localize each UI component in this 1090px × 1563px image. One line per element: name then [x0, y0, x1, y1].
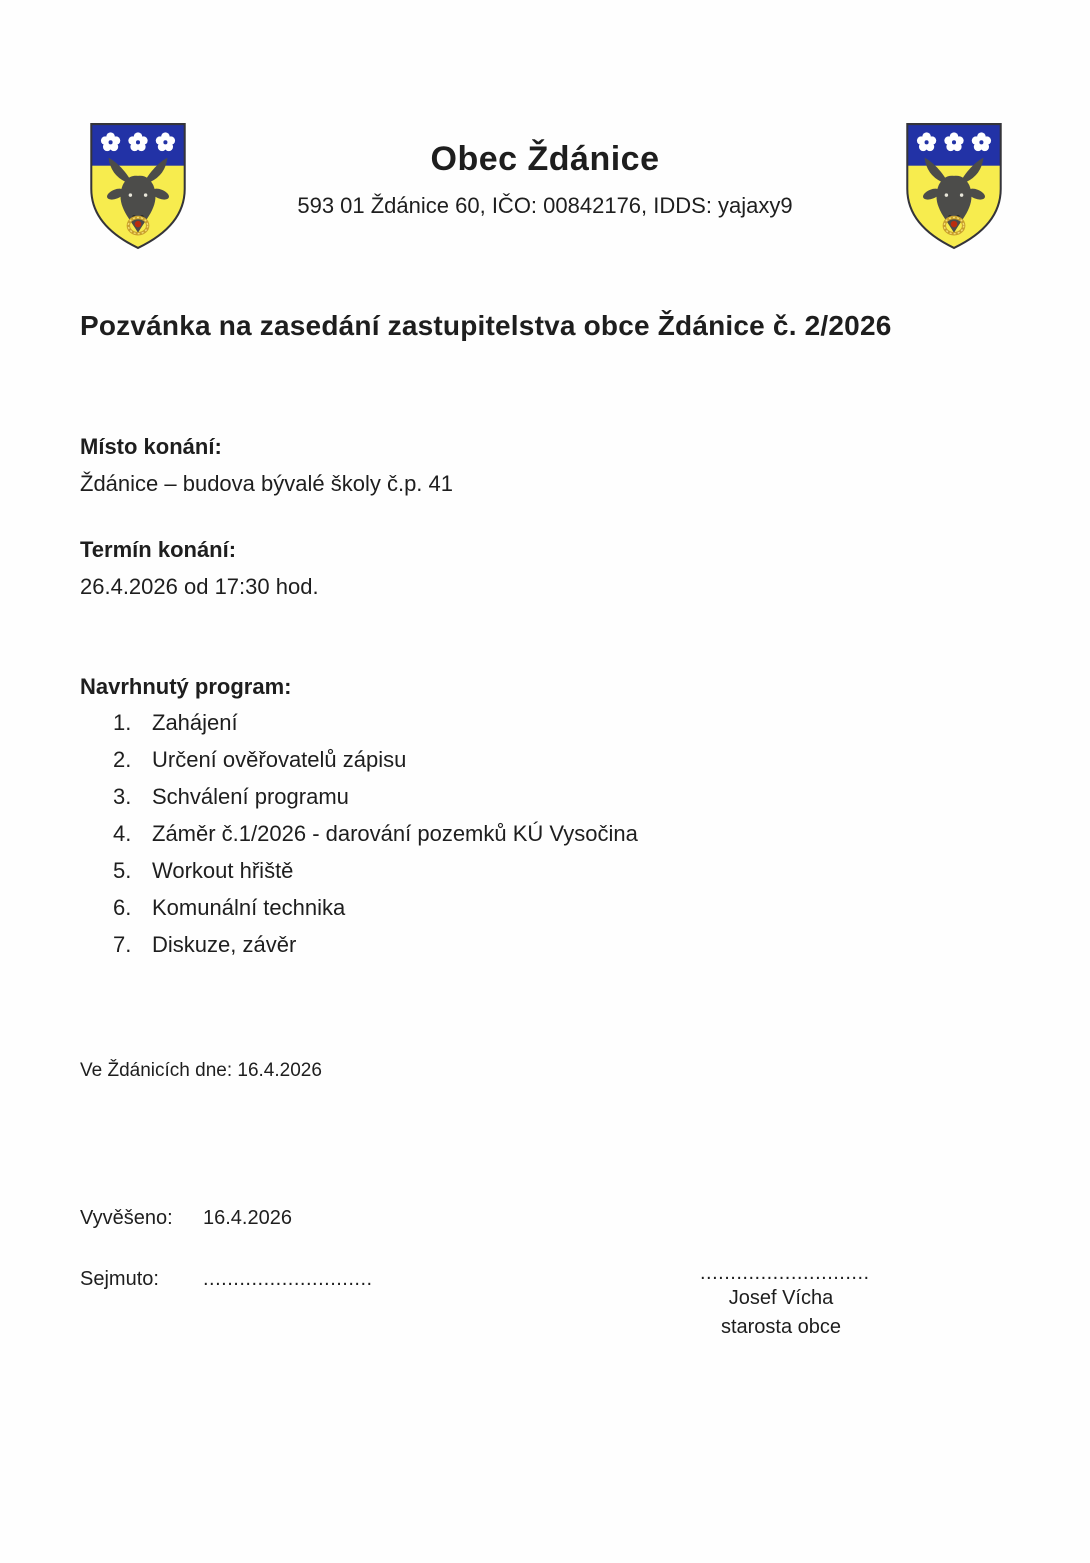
- item-text: Diskuze, závěr: [152, 932, 297, 957]
- program-item: [113, 708, 638, 745]
- date-label: Termín konání:: [80, 537, 237, 562]
- program-list: [113, 708, 638, 967]
- signature-name: Josef Vícha: [728, 1287, 834, 1309]
- municipality-address: 593 01 Ždánice 60, IČO: 00842176, IDDS: yajaxy9: [297, 193, 793, 218]
- date-value: 26.4.2026 od 17:30 hod.: [80, 574, 319, 599]
- dated-line: Ve Ždánicích dne: 16.4.2026: [80, 1060, 322, 1081]
- removed-row: [80, 1268, 373, 1291]
- program-item: [113, 782, 638, 819]
- posted-label: Vyvěšeno:: [80, 1207, 173, 1229]
- item-number: 3.: [113, 784, 132, 809]
- item-number: 2.: [113, 747, 132, 772]
- coat-of-arms-right-icon: [900, 120, 1008, 252]
- posted-row: [80, 1207, 292, 1230]
- program-item: [113, 819, 638, 856]
- item-text: Komunální technika: [152, 895, 346, 920]
- posted-date: 16.4.2026: [203, 1207, 292, 1229]
- program-item: [113, 745, 638, 782]
- item-number: 5.: [113, 858, 132, 883]
- item-number: 6.: [113, 895, 132, 920]
- item-text: Zahájení: [152, 710, 238, 735]
- municipality-title: Obec Ždánice: [430, 140, 660, 178]
- invitation-heading: Pozvánka na zasedání zastupitelstva obce Ždánice č. 2/2026: [80, 310, 892, 341]
- item-number: 1.: [113, 710, 132, 735]
- place-value: Ždánice – budova bývalé školy č.p. 41: [80, 471, 454, 496]
- removed-date-dotted-line: ............................: [203, 1268, 373, 1290]
- program-item: [113, 856, 638, 893]
- item-number: 4.: [113, 821, 132, 846]
- program-label: Navrhnutý program:: [80, 674, 292, 699]
- signature-dotted-line: ............................: [700, 1262, 870, 1284]
- removed-label: Sejmuto:: [80, 1268, 159, 1290]
- program-item: [113, 930, 638, 967]
- place-label: Místo konání:: [80, 434, 222, 459]
- program-item: [113, 893, 638, 930]
- item-text: Schválení programu: [152, 784, 349, 809]
- signature-title: starosta obce: [720, 1316, 842, 1338]
- item-text: Workout hřiště: [152, 858, 294, 883]
- item-text: Určení ověřovatelů zápisu: [152, 747, 407, 772]
- item-number: 7.: [113, 932, 132, 957]
- signature-block: [700, 1262, 870, 1342]
- item-text: Záměr č.1/2026 - darování pozemků KÚ Vysočina: [152, 821, 638, 846]
